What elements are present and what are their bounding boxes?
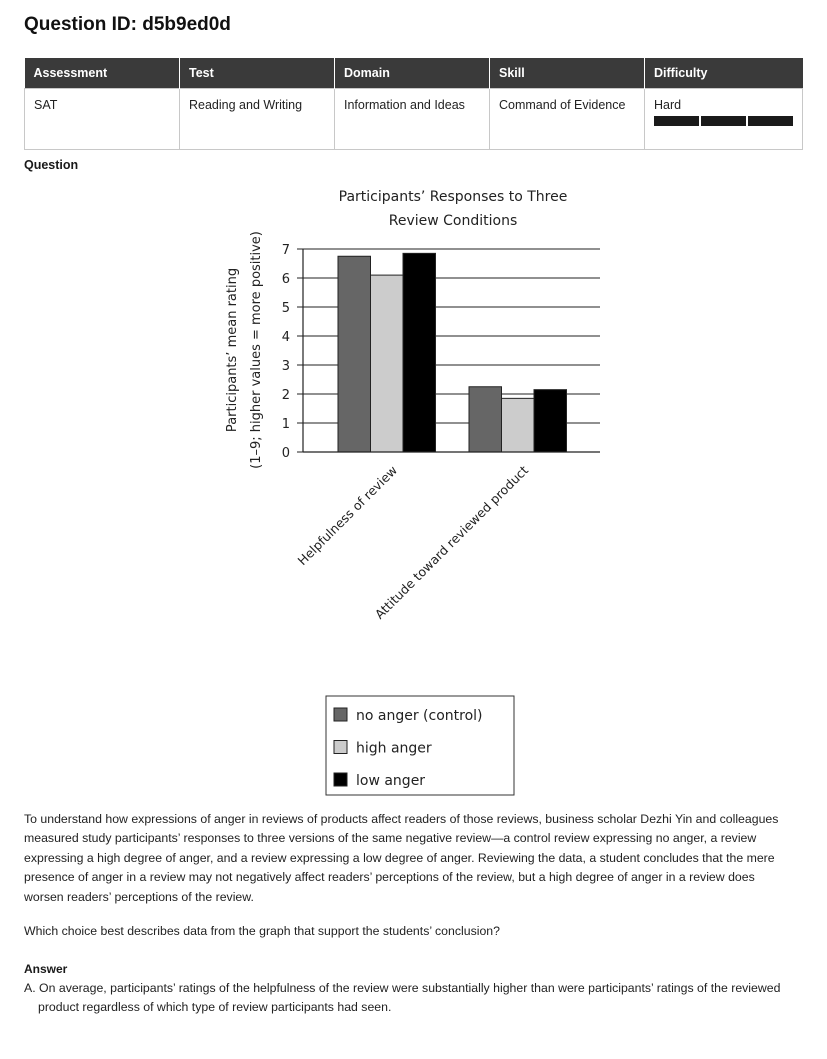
y-tick-label: 5	[281, 301, 290, 316]
y-tick-label: 0	[281, 446, 290, 461]
header-skill: Skill	[490, 58, 645, 89]
legend-label: high anger	[356, 740, 432, 757]
header-difficulty: Difficulty	[645, 58, 803, 89]
legend-label: low anger	[356, 773, 426, 789]
category-label: Attitude toward reviewed product	[371, 462, 532, 622]
header-assessment: Assessment	[25, 58, 180, 89]
y-tick-label: 7	[281, 243, 290, 258]
value-skill: Command of Evidence	[490, 89, 645, 150]
y-tick-labels	[282, 243, 303, 461]
value-difficulty: Hard	[654, 98, 682, 112]
bar	[338, 256, 371, 452]
legend-swatch	[334, 773, 347, 786]
bar	[469, 387, 502, 452]
difficulty-meter	[654, 116, 793, 126]
y-axis-title-line-1: Participants’ mean rating	[225, 267, 240, 433]
chart-title-line-1: Participants’ Responses to Three	[338, 189, 568, 205]
y-tick-label: 6	[281, 272, 290, 287]
difficulty-bar	[654, 116, 699, 126]
y-tick-label: 3	[281, 359, 290, 374]
bar	[403, 253, 436, 452]
difficulty-bar	[701, 116, 746, 126]
bar	[371, 275, 404, 452]
value-domain: Information and Ideas	[335, 89, 490, 150]
value-test: Reading and Writing	[180, 89, 335, 150]
legend-label: no anger (control)	[356, 708, 483, 724]
y-tick-label: 1	[281, 417, 290, 432]
chart-legend	[326, 696, 514, 795]
question-prompt: Which choice best describes data from the graph that support the students’ conclusion?	[24, 924, 500, 938]
bar	[534, 390, 567, 452]
bars	[338, 253, 567, 452]
passage-text: To understand how expressions of anger in reviews of products affect readers of those reviews, business scholar Dezhi Yin and colleagues measured study participants’ responses to three versions of the same negative review—a control review expressing no anger, a review expressing a high degree of anger, and a review expressing a low degree of anger. Reviewing the data, a student concludes that the mere presence of anger in a review may not negatively affect readers’ perceptions of the review, but a high degree of anger in a review does worsen readers’ perceptions of the review.	[24, 812, 779, 904]
legend-swatch	[334, 708, 347, 721]
header-test: Test	[180, 58, 335, 89]
value-difficulty-cell	[645, 89, 803, 150]
y-axis-title-line-2: (1–9; higher values = more positive)	[249, 231, 264, 469]
question-meta-table	[24, 58, 803, 150]
y-tick-label: 2	[281, 388, 290, 403]
question-label: Question	[24, 158, 79, 172]
legend-swatch	[334, 741, 347, 754]
difficulty-bar	[748, 116, 793, 126]
bar	[502, 398, 535, 452]
bar-chart	[0, 180, 827, 800]
meta-value-row	[25, 89, 803, 150]
chart-title-line-2: Review Conditions	[388, 213, 518, 229]
meta-header-row	[25, 58, 803, 89]
header-domain: Domain	[335, 58, 490, 89]
question-id-heading: Question ID: d5b9ed0d	[24, 14, 231, 35]
answer-label: Answer	[24, 962, 68, 976]
value-assessment: SAT	[25, 89, 180, 150]
category-label: Helpfulness of review	[294, 462, 401, 569]
category-labels	[295, 462, 532, 621]
y-tick-label: 4	[281, 330, 290, 345]
answer-choice-a: A. On average, participants’ ratings of the helpfulness of the review were substantially higher than were participants’ ratings of the reviewed product regardless of which type of review participants had seen.	[24, 981, 781, 1015]
